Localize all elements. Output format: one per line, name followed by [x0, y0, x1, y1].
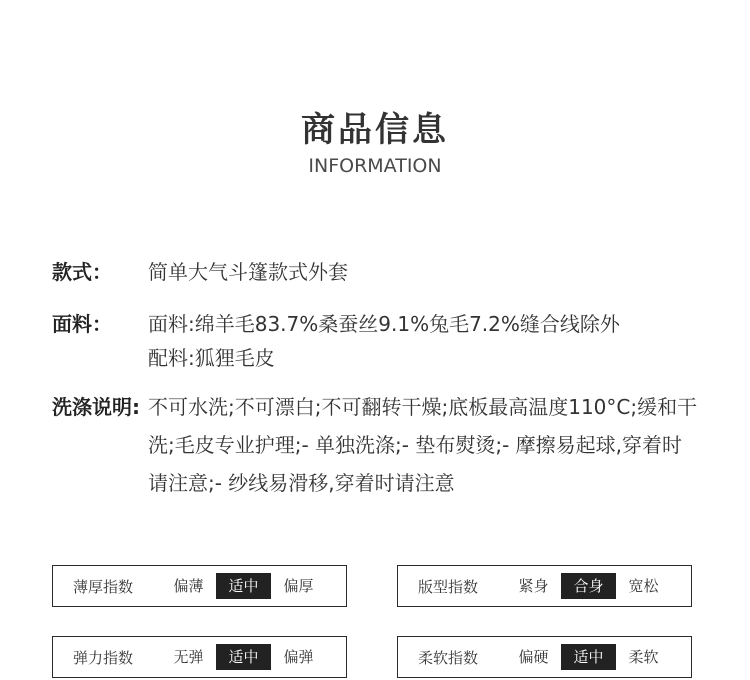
fabric-accessory: 配料:狐狸毛皮	[148, 346, 275, 370]
fabric-main: 面料:绵羊毛83.7%桑蚕丝9.1%兔毛7.2%缝合线除外	[148, 312, 620, 336]
index-option-selected: 适中	[216, 644, 271, 670]
fabric-row	[52, 307, 702, 375]
index-name: 弹力指数	[73, 648, 134, 667]
style-label: 款式：	[52, 260, 112, 284]
style-value: 简单大气斗篷款式外套	[148, 260, 348, 284]
wash-label: 洗涤说明:	[52, 395, 140, 419]
index-box-thickness	[52, 565, 347, 607]
index-option: 偏弹	[283, 648, 314, 666]
index-option: 偏硬	[518, 648, 549, 666]
header	[0, 108, 750, 178]
index-box-elasticity	[52, 636, 347, 678]
index-option: 偏厚	[283, 577, 314, 595]
index-option: 偏薄	[173, 577, 204, 595]
index-option: 无弹	[173, 648, 204, 666]
wash-value: 不可水洗;不可漂白;不可翻转干燥;底板最高温度110°C;缓和干洗;毛皮专业护理;- 单独洗涤;- 垫布熨烫;- 摩擦易起球,穿着时请注意;- 纱线易滑移,穿着时请注意	[148, 395, 698, 495]
product-info	[52, 255, 702, 502]
page-subtitle: INFORMATION	[308, 155, 442, 177]
style-row	[52, 255, 702, 289]
wash-row	[52, 388, 702, 502]
index-box-softness	[397, 636, 692, 678]
page-title: 商品信息	[301, 110, 449, 150]
index-name: 薄厚指数	[73, 577, 134, 596]
fabric-value	[148, 307, 702, 375]
fabric-label: 面料：	[52, 312, 112, 336]
index-option: 柔软	[628, 648, 659, 666]
index-name: 版型指数	[418, 577, 479, 596]
index-option-selected: 适中	[216, 573, 271, 599]
index-option-selected: 合身	[561, 573, 616, 599]
index-option: 紧身	[518, 577, 549, 595]
index-name: 柔软指数	[418, 648, 479, 667]
index-option: 宽松	[628, 577, 659, 595]
index-option-selected: 适中	[561, 644, 616, 670]
index-box-fit	[397, 565, 692, 607]
